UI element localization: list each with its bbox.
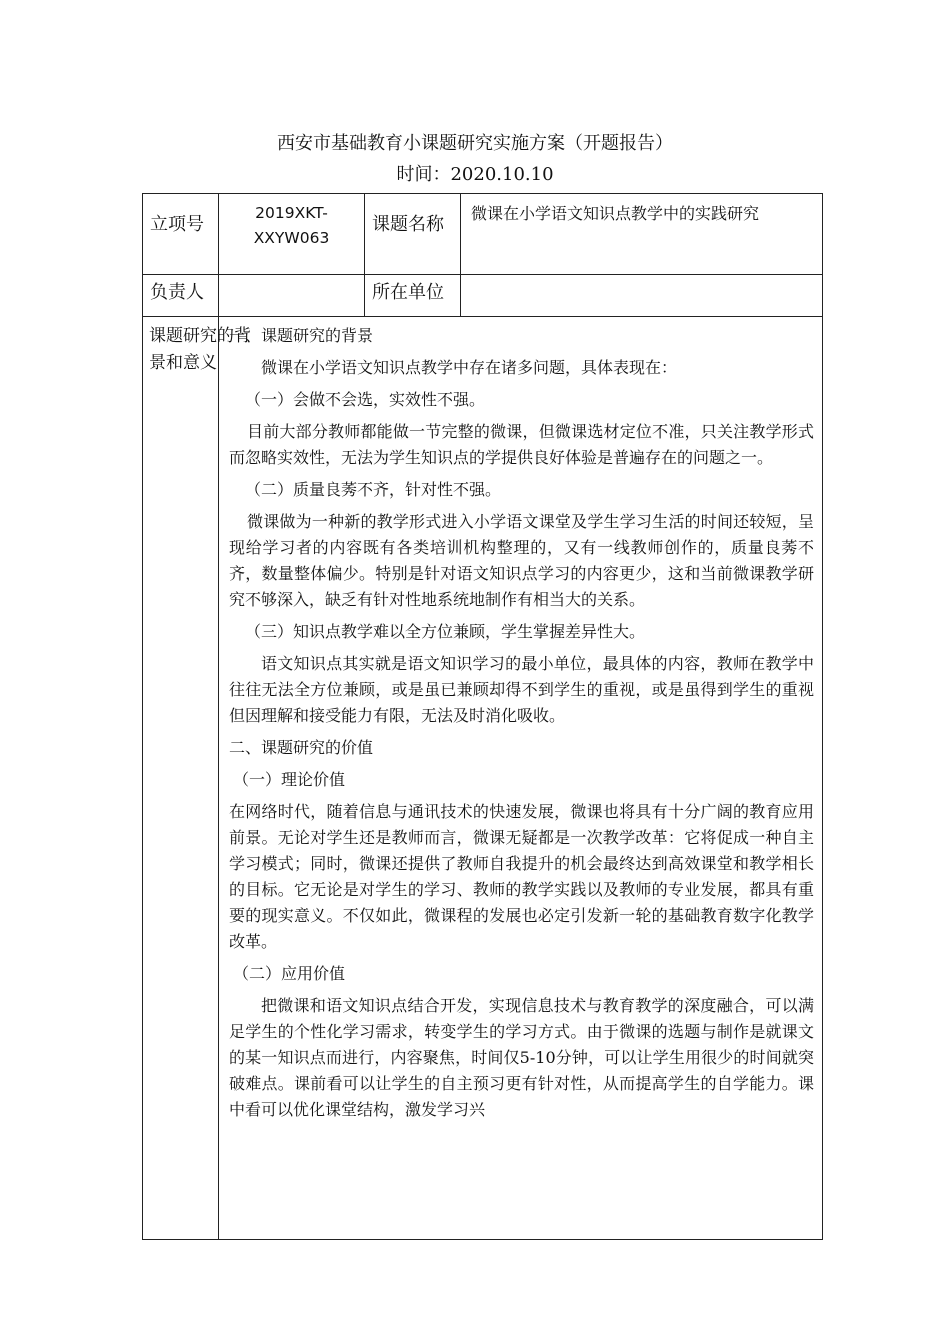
problem-2-heading: （二）质量良莠不齐，针对性不强。 xyxy=(245,480,502,499)
problem-3-text: 语文知识点其实就是语文知识学习的最小单位，最具体的内容，教师在教学中往往无法全方位兼顾，或是虽已兼顾却得不到学生的重视，或是虽得到学生的重视但因理解和接受能力有限，无法及时消化吸收。 xyxy=(229,654,814,725)
report-date: 时间：2020.10.10 xyxy=(396,164,554,185)
unit-label: 所在单位 xyxy=(365,275,461,317)
topic-value: 微课在小学语文知识点教学中的实践研究 xyxy=(461,194,823,275)
row-project xyxy=(143,194,823,275)
value-2-heading: （二）应用价值 xyxy=(233,964,346,983)
problem-1-text: 目前大部分教师都能做一节完整的微课，但微课选材定位不准，只关注教学形式而忽略实效性，无法为学生知识点的学提供良好体验是普遍存在的问题之一。 xyxy=(229,422,814,467)
project-no-label: 立项号 xyxy=(143,194,219,275)
content-column xyxy=(219,317,822,1123)
value-2-text: 把微课和语文知识点结合开发，实现信息技术与教育教学的深度融合，可以满足学生的个性化学习需求，转变学生的学习方式。由于微课的选题与制作是就课文的某一知识点而进行，内容聚焦，时间仅5-10分钟，可以让学生用很少的时间就突破难点。课前看可以让学生的自主预习更有针对性，从而提高学生的自学能力。课中看可以优化课堂结构，激发学习兴 xyxy=(229,996,814,1119)
project-no-value: 2019XKT-XXYW063 xyxy=(219,194,365,275)
value-1-heading: （一）理论价值 xyxy=(233,770,346,789)
topic-label: 课题名称 xyxy=(365,194,461,275)
problem-2-text: 微课做为一种新的教学形式进入小学语文课堂及学生学习生活的时间还较短，呈现给学习者的内容既有各类培训机构整理的，又有一线教师创作的，质量良莠不齐，数量整体偏少。特别是针对语文知识点学习的内容更少，这和当前微课教学研究不够深入，缺乏有针对性地系统地制作有相当大的关系。 xyxy=(229,512,814,609)
problem-3-heading: （三）知识点教学难以全方位兼顾，学生掌握差异性大。 xyxy=(245,622,646,641)
section-2-heading: 二、课题研究的价值 xyxy=(229,738,374,757)
row-background xyxy=(143,317,823,1240)
leader-value xyxy=(219,275,365,317)
report-table xyxy=(142,193,823,1240)
background-content xyxy=(219,317,822,1239)
leader-label: 负责人 xyxy=(143,275,219,317)
document-title: 西安市基础教育小课题研究实施方案（开题报告） xyxy=(277,133,673,154)
unit-value xyxy=(461,275,823,317)
problem-1-heading: （一）会做不会选，实效性不强。 xyxy=(245,390,486,409)
background-label-text: 课题研究的背景和意义 xyxy=(149,326,251,373)
background-cell xyxy=(219,317,823,1240)
background-label xyxy=(143,317,251,1240)
row-leader xyxy=(143,275,823,317)
value-1-text: 在网络时代，随着信息与通讯技术的快速发展，微课也将具有十分广阔的教育应用前景。无论对学生还是教师而言，微课无疑都是一次教学改革：它将促成一种自主学习模式；同时，微课还提供了教师自我提升的机会最终达到高效课堂和教学相长的目标。它无论是对学生的学习、教师的教学实践以及教师的专业发展，都具有重要的现实意义。不仅如此，微课程的发展也必定引发新一轮的基础教育数字化教学改革。 xyxy=(229,802,814,951)
section-1-intro: 微课在小学语文知识点教学中存在诸多问题，具体表现在： xyxy=(261,358,678,377)
section-1-heading: 一、课题研究的背景 xyxy=(229,326,374,345)
